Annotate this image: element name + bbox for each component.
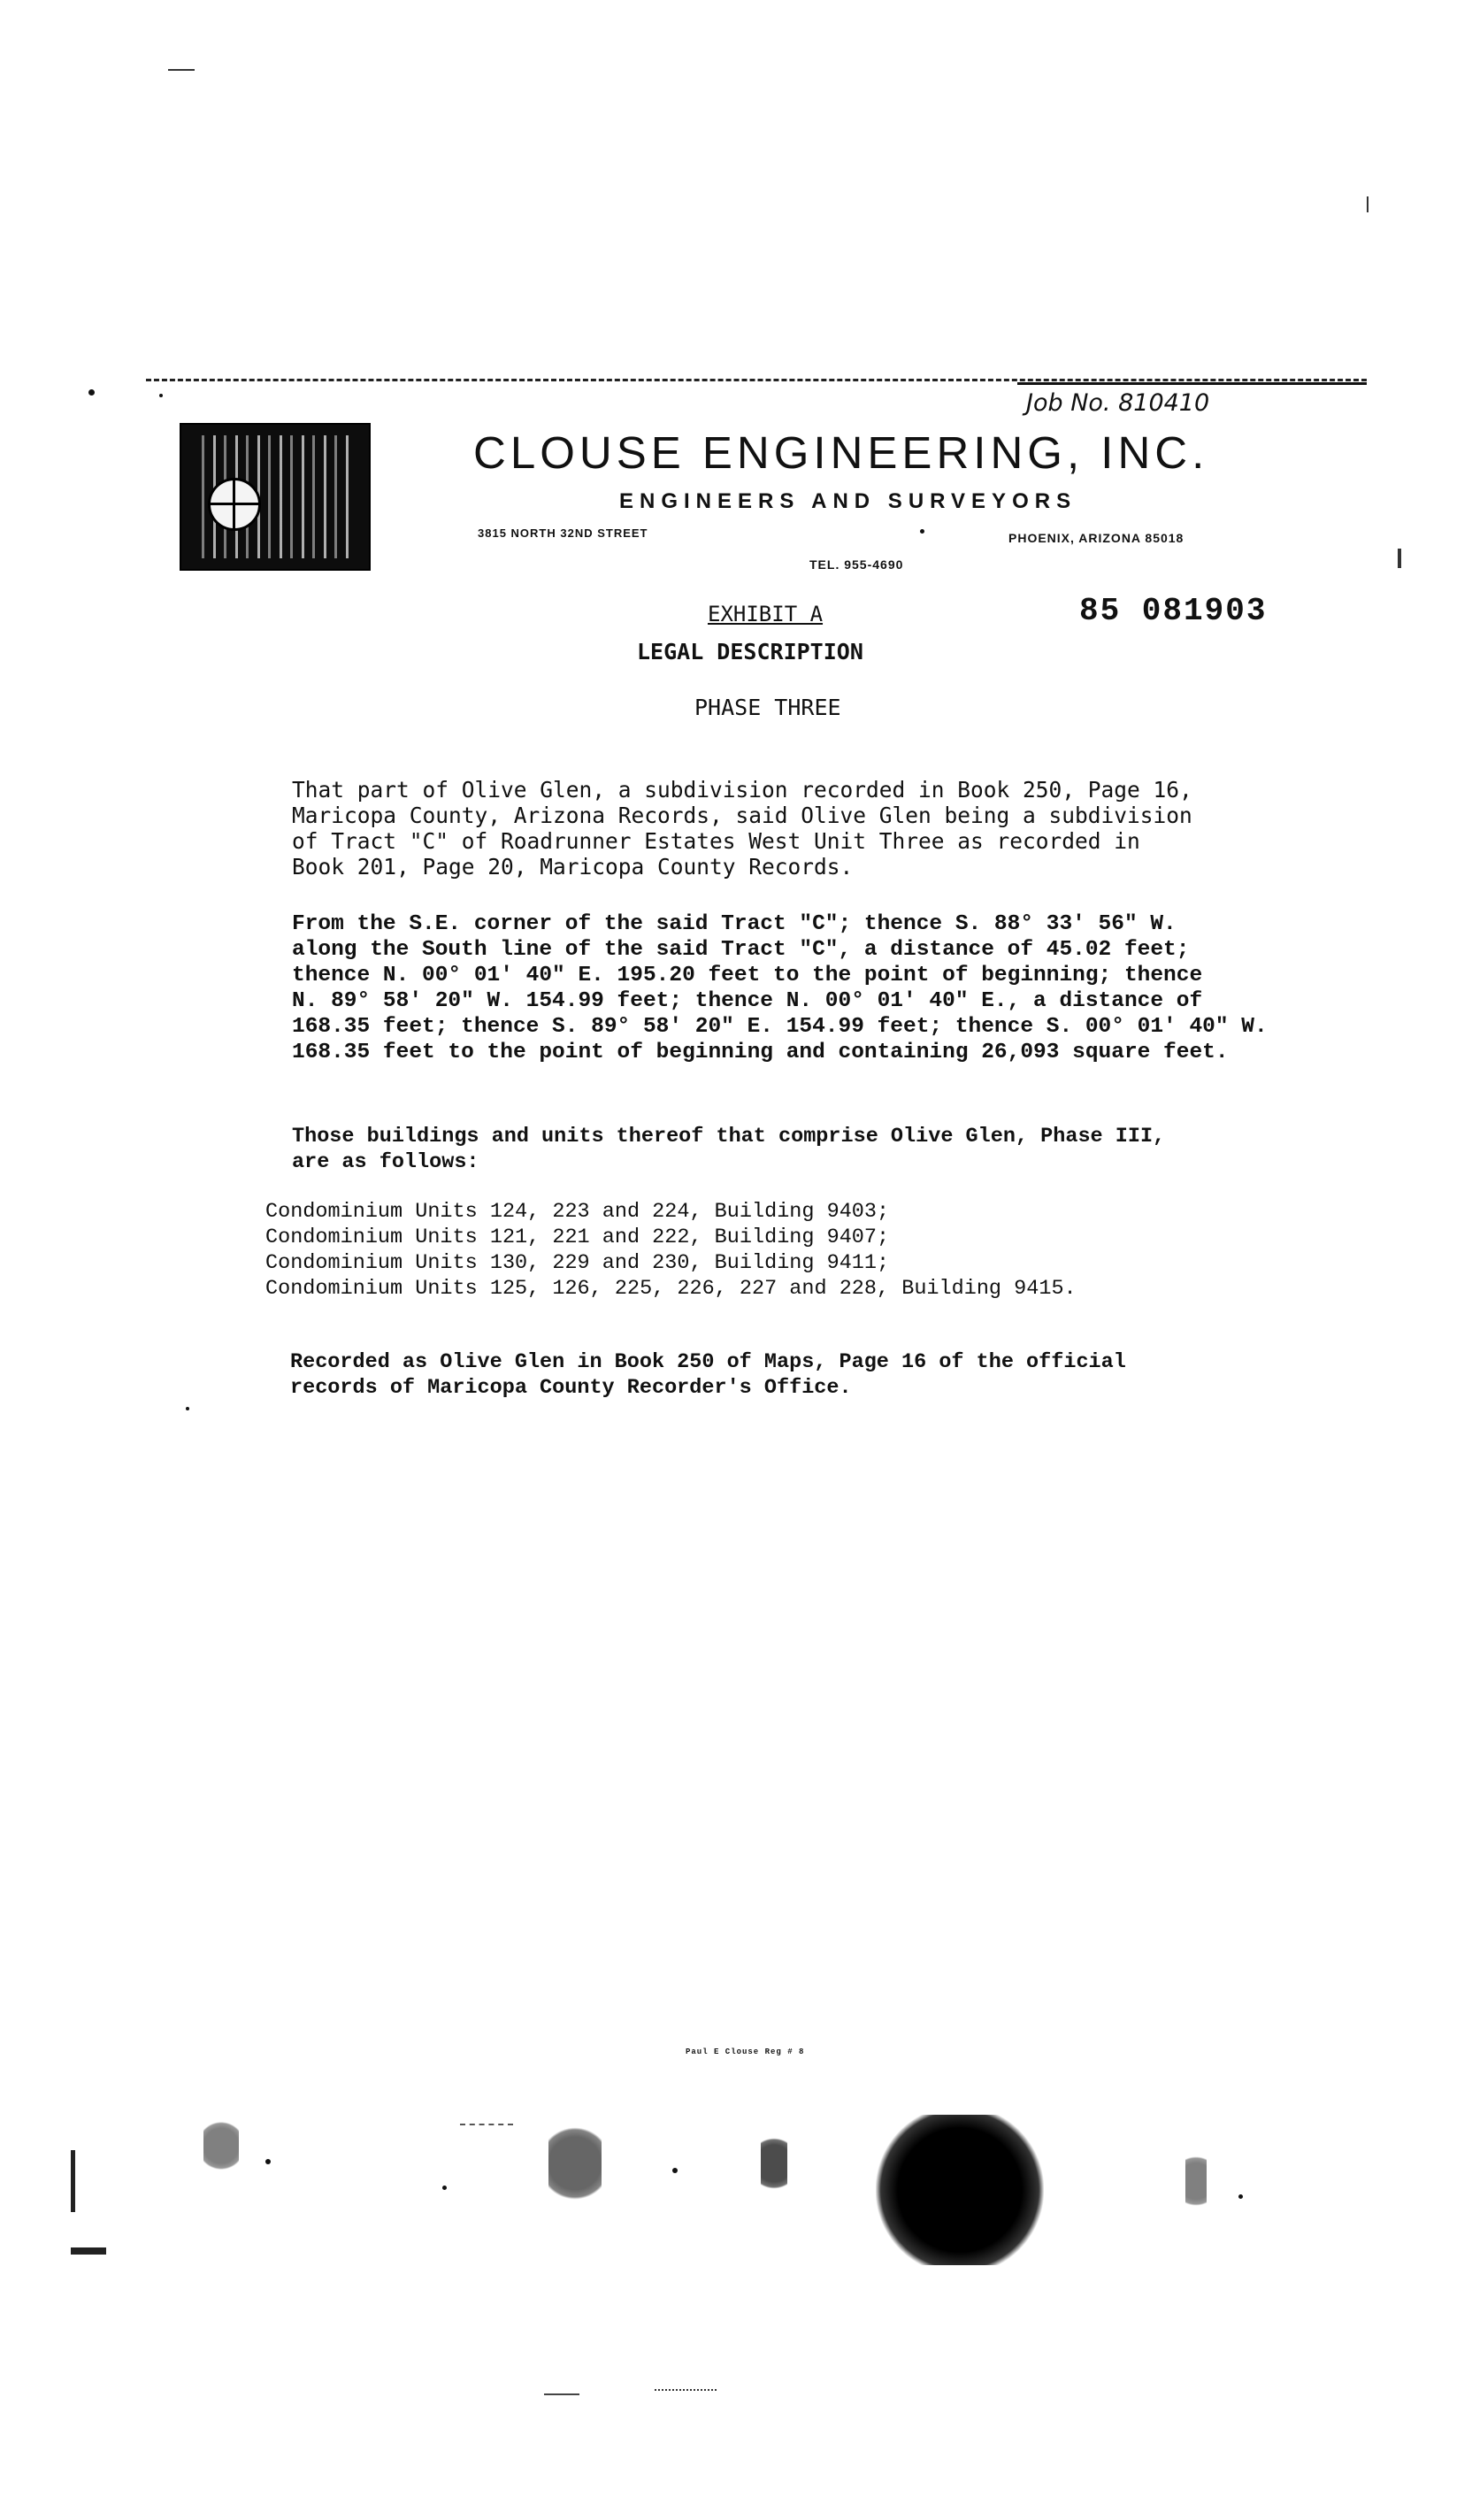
scan-mark <box>1398 549 1401 568</box>
dashed-rule <box>146 379 1367 381</box>
company-logo <box>180 423 371 571</box>
scan-smudge-area <box>0 2088 1472 2318</box>
solid-rule <box>1017 382 1367 385</box>
subdivision-paragraph: That part of Olive Glen, a subdivision recorded in Book 250, Page 16, Maricopa County, Arizona Records, said Olive Glen being a subdivision of Tract "C" of Roadrunner Estates West Unit Three as recorded in Book 201, Page 20, Maricopa County Records. <box>292 777 1192 880</box>
metes-and-bounds-paragraph: From the S.E. corner of the said Tract "C"; thence S. 88° 33' 56" W. along the South line of the said Tract "C", a distance of 45.02 feet; thence N. 00° 01' 40" E. 195.20 feet to the point of beginning; thence N. 89° 58' 20" W. 154.99 feet; thence N. 00° 01' 40" E., a distance of 168.35 feet; thence S. 89° 58' 20" E. 154.99 feet; thence S. 00° 01' 40" W. 168.35 feet to the point of beginning and containing 26,093 square feet. <box>292 912 1268 1064</box>
scan-speck <box>159 394 163 397</box>
recording-paragraph: Recorded as Olive Glen in Book 250 of Maps, Page 16 of the official records of Maricopa County Recorder's Office. <box>290 1350 1126 1400</box>
job-number: Job No. 810410 <box>1026 389 1210 417</box>
scan-mark <box>1367 196 1368 212</box>
scan-speck <box>186 1407 189 1410</box>
recording-number: 85 081903 <box>1079 593 1268 629</box>
surveyor-target-icon <box>208 478 261 531</box>
company-name: CLOUSE ENGINEERING, INC. <box>473 427 1209 478</box>
company-tagline: ENGINEERS AND SURVEYORS <box>619 489 1077 513</box>
company-city-address: PHOENIX, ARIZONA 85018 <box>1008 531 1184 545</box>
document-title: LEGAL DESCRIPTION <box>637 639 863 665</box>
document-subtitle: PHASE THREE <box>694 695 841 720</box>
scan-speck <box>88 389 95 396</box>
ink-blot <box>876 2115 1044 2265</box>
exhibit-label: EXHIBIT A <box>708 602 824 626</box>
seal-footnote: Paul E Clouse Reg # 8 <box>686 2048 805 2056</box>
scan-mark <box>168 69 195 71</box>
company-street-address: 3815 NORTH 32ND STREET <box>478 526 648 540</box>
address-bullet <box>920 529 924 534</box>
buildings-intro-paragraph: Those buildings and units thereof that comprise Olive Glen, Phase III, are as follows: <box>292 1125 1166 1174</box>
scan-mark <box>544 2393 579 2395</box>
scan-mark <box>655 2389 717 2409</box>
company-telephone: TEL. 955-4690 <box>809 557 904 572</box>
condominium-units-list: Condominium Units 124, 223 and 224, Building 9403; Condominium Units 121, 221 and 222, Building 9407; Condominium Units 130, 229 and 230, Building 9411; Condominium Units 125, 126, 225, 226, 227 and 228, Building 9415. <box>265 1200 1077 1301</box>
